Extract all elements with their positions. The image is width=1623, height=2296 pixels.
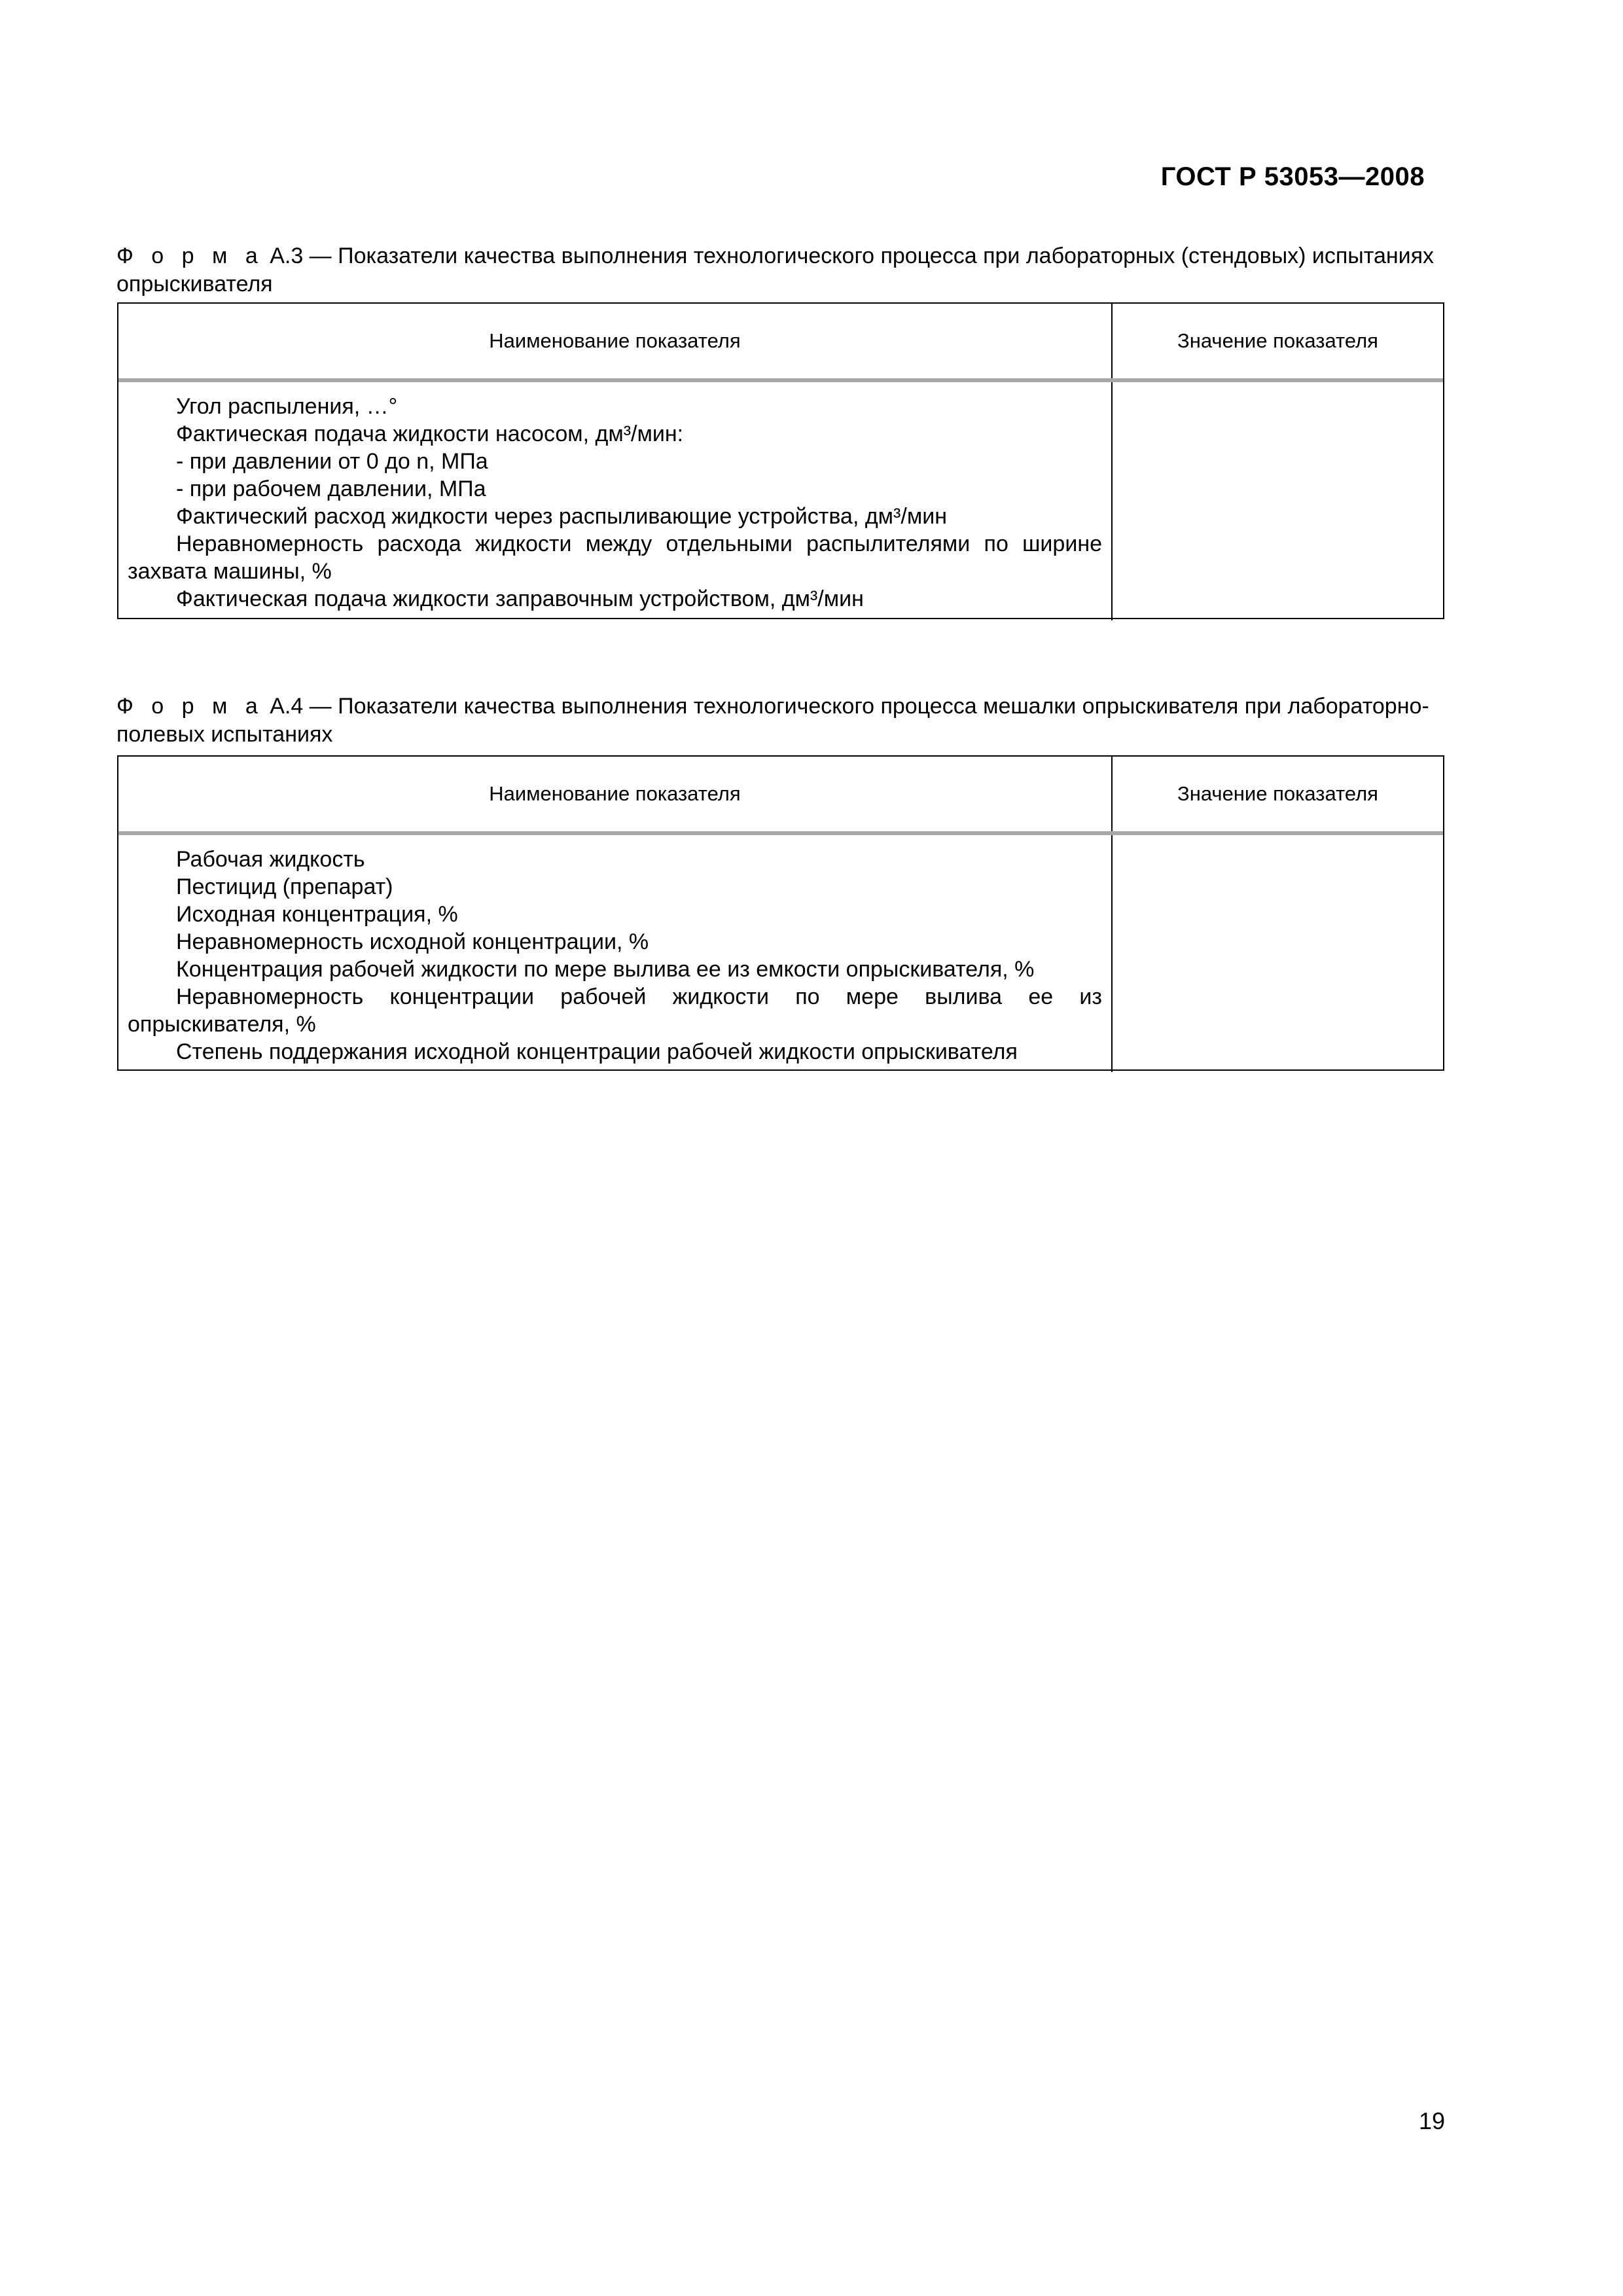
form-a3-row: Неравномерность расхода жидкости между отдельными распылителями по ширине захвата машины, % — [128, 531, 1102, 584]
document-standard-code: ГОСТ Р 53053—2008 — [1160, 162, 1425, 191]
form-a4-caption-prefix: Ф о р м а — [116, 694, 264, 719]
form-a3-row: Угол распыления, …° — [176, 394, 398, 419]
form-a4-col-name-header: Наименование показателя — [118, 757, 1113, 831]
page-number: 19 — [1418, 2108, 1445, 2134]
form-a4-row: Неравномерность исходной концентрации, % — [176, 929, 649, 954]
form-a4-row: Концентрация рабочей жидкости по мере вылива ее из емкости опрыскивателя, % — [176, 957, 1035, 982]
form-a3-col-name-header: Наименование показателя — [118, 304, 1113, 378]
form-a4-table — [117, 755, 1444, 1071]
form-a3-indicator-list — [118, 382, 1113, 620]
form-a3-row: Фактический расход жидкости через распыливающие устройства, дм³/мин — [176, 504, 947, 529]
form-a4-caption — [116, 692, 1445, 749]
form-a4-indicator-list — [118, 835, 1113, 1072]
form-a3-table-body — [118, 382, 1443, 620]
form-a3-table — [117, 302, 1444, 619]
form-a4-caption-text: А.4 — Показатели качества выполнения технологического процесса мешалки опрыскивателя при лабораторно-полевых испытаниях — [116, 694, 1429, 747]
form-a3-row: - при рабочем давлении, МПа — [176, 476, 486, 501]
form-a3-row: Фактическая подача жидкости насосом, дм³/мин: — [176, 422, 684, 446]
form-a3-caption-text: А.3 — Показатели качества выполнения технологического процесса при лабораторных (стендовых) испытаниях опрыскивателя — [116, 243, 1435, 296]
form-a3-caption — [116, 242, 1445, 298]
form-a3-table-header — [118, 304, 1443, 382]
form-a3-value-cell — [1113, 382, 1443, 620]
form-a4-row: Исходная концентрация, % — [176, 902, 458, 927]
form-a3-row: Фактическая подача жидкости заправочным устройством, дм³/мин — [176, 586, 864, 611]
form-a4-table-body — [118, 835, 1443, 1072]
form-a4-value-cell — [1113, 835, 1443, 1072]
form-a4-row: Рабочая жидкость — [176, 847, 365, 872]
form-a4-row: Неравномерность концентрации рабочей жидкости по мере вылива ее из опрыскивателя, % — [128, 984, 1102, 1037]
form-a4-row: Пестицид (препарат) — [176, 874, 393, 899]
form-a4-row: Степень поддержания исходной концентрации рабочей жидкости опрыскивателя — [176, 1039, 1018, 1064]
form-a3-col-value-header: Значение показателя — [1177, 329, 1378, 352]
form-a4-col-value-header: Значение показателя — [1177, 782, 1378, 805]
form-a3-caption-prefix: Ф о р м а — [116, 243, 264, 268]
form-a3-row: - при давлении от 0 до n, МПа — [176, 449, 488, 474]
form-a4-table-header — [118, 757, 1443, 835]
